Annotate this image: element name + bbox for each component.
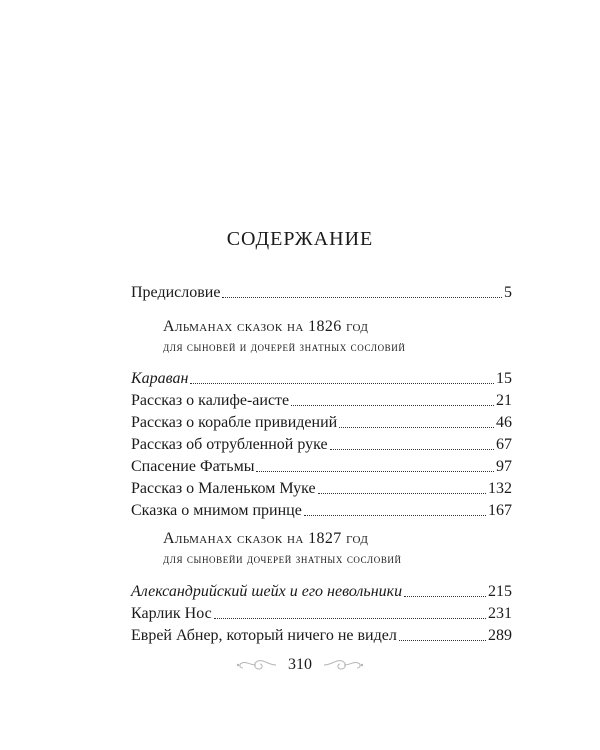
toc-entry-page: 5	[504, 284, 512, 301]
dot-leader	[404, 596, 486, 597]
toc-entry-page: 97	[496, 458, 512, 475]
toc-entry-title: Караван	[131, 370, 189, 387]
dot-leader	[318, 493, 486, 494]
toc-entry-title: Рассказ об отрубленной руке	[131, 436, 328, 453]
toc-entry-title: Карлик Нос	[131, 605, 212, 622]
section-heading-line1: Альманах сказок на 1827 год	[163, 530, 369, 547]
toc-entry-title: Еврей Абнер, который ничего не видел	[131, 627, 397, 644]
toc-entry-page: 46	[496, 414, 512, 431]
dot-leader	[214, 618, 486, 619]
toc-entry[interactable]	[131, 370, 512, 388]
toc-entry-page: 215	[488, 583, 512, 600]
section-heading	[163, 530, 402, 567]
dot-leader	[222, 297, 502, 298]
toc-entry-page: 67	[496, 436, 512, 453]
toc-entry-title: Спасение Фатьмы	[131, 458, 255, 475]
toc-entry[interactable]	[131, 627, 512, 645]
toc-entry[interactable]	[131, 436, 512, 454]
toc-entry[interactable]	[131, 414, 512, 432]
toc-entry-page: 231	[488, 605, 512, 622]
toc-entry[interactable]	[131, 583, 512, 601]
toc-entry-page: 167	[488, 502, 512, 519]
section-heading-line2: для сыновейи дочерей знатных сословий	[163, 551, 402, 567]
toc-entry[interactable]	[131, 392, 512, 410]
page-number: 310	[288, 656, 312, 673]
toc-entry-page: 21	[496, 392, 512, 409]
dot-leader	[330, 449, 494, 450]
toc-entry-page: 132	[488, 480, 512, 497]
toc-entry-page: 289	[488, 627, 512, 644]
swirl-ornament-left-icon	[234, 656, 278, 674]
toc-entry-title: Рассказ о корабле привидений	[131, 414, 338, 431]
toc-entry[interactable]	[131, 284, 512, 302]
toc-entry-title: Сказка о мнимом принце	[131, 502, 302, 519]
toc-entry-title: Рассказ о Маленьком Муке	[131, 480, 316, 497]
toc-entry-page: 15	[496, 370, 512, 387]
dot-leader	[304, 515, 486, 516]
dot-leader	[291, 405, 494, 406]
toc-entry-title: Александрийский шейх и его невольники	[131, 583, 403, 600]
toc-entry[interactable]	[131, 458, 512, 476]
section-heading-line2: для сыновей и дочерей знатных сословий	[163, 339, 406, 355]
toc-entry-title: Рассказ о калифе-аисте	[131, 392, 290, 409]
page-folio	[0, 656, 600, 674]
dot-leader	[190, 383, 494, 384]
toc-entry-title: Предисловие	[131, 284, 221, 301]
toc-entry[interactable]	[131, 480, 512, 498]
section-heading-line1: Альманах сказок на 1826 год	[163, 318, 369, 335]
dot-leader	[256, 471, 494, 472]
section-heading	[163, 318, 405, 355]
page-title: СОДЕРЖАНИЕ	[226, 228, 374, 250]
dot-leader	[399, 640, 486, 641]
toc-entry[interactable]	[131, 605, 512, 623]
dot-leader	[339, 427, 494, 428]
toc-entry[interactable]	[131, 502, 512, 520]
swirl-ornament-right-icon	[322, 656, 366, 674]
